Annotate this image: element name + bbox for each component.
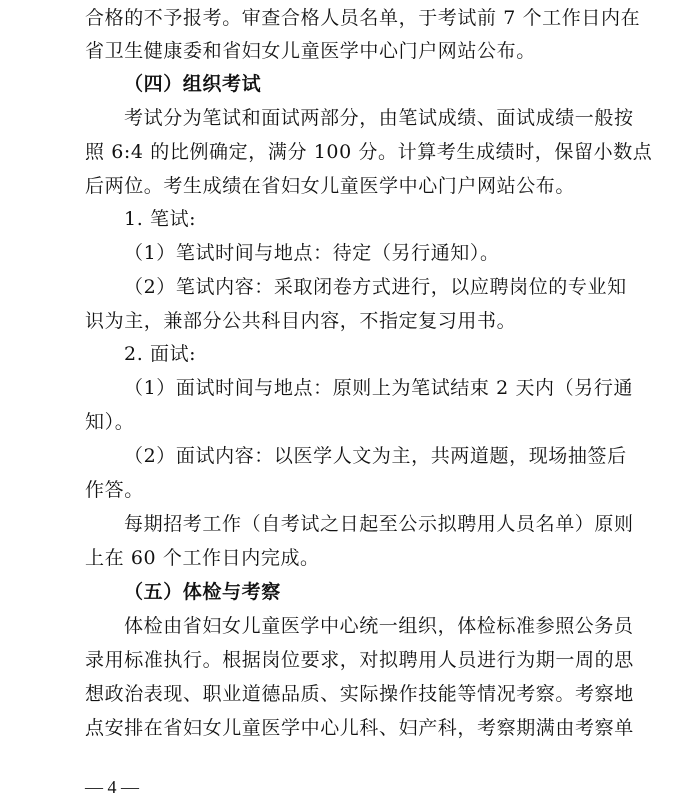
section-heading-organize-exam: （四）组织考试 <box>124 73 262 95</box>
paragraph-line: （2）笔试内容：采取闭卷方式进行，以应聘岗位的专业知 <box>124 276 627 298</box>
paragraph-line: 知）。 <box>85 411 135 433</box>
paragraph-line: 合格的不予报考。审查合格人员名单，于考试前 7 个工作日内在 <box>85 7 641 29</box>
subsection-interview: 2. 面试: <box>124 343 197 365</box>
paragraph-line: 省卫生健康委和省妇女儿童医学中心门户网站公布。 <box>85 40 536 62</box>
subsection-written-exam: 1. 笔试: <box>124 208 197 230</box>
paragraph-line: 录用标准执行。根据岗位要求，对拟聘用人员进行为期一周的思 <box>85 649 634 671</box>
paragraph-line: 每期招考工作（自考试之日起至公示拟聘用人员名单）原则 <box>124 513 634 535</box>
paragraph-line: 点安排在省妇女儿童医学中心儿科、妇产科，考察期满由考察单 <box>85 717 634 739</box>
paragraph-line: （1）面试时间与地点：原则上为笔试结束 2 天内（另行通 <box>124 377 634 399</box>
paragraph-line: 后两位。考生成绩在省妇女儿童医学中心门户网站公布。 <box>85 175 576 197</box>
page-number: — 4 — <box>85 777 139 797</box>
paragraph-line: 体检由省妇女儿童医学中心统一组织，体检标准参照公务员 <box>124 615 634 637</box>
section-heading-physical-exam: （五）体检与考察 <box>124 581 281 603</box>
paragraph-line: （1）笔试时间与地点：待定（另行通知）。 <box>124 242 500 264</box>
paragraph-line: 考试分为笔试和面试两部分，由笔试成绩、面试成绩一般按 <box>124 107 634 129</box>
paragraph-line: 照 6:4 的比例确定，满分 100 分。计算考生成绩时，保留小数点 <box>85 141 653 163</box>
paragraph-line: 上在 60 个工作日内完成。 <box>85 547 320 569</box>
paragraph-line: （2）面试内容：以医学人文为主，共两道题，现场抽签后 <box>124 445 627 467</box>
paragraph-line: 作答。 <box>85 479 144 501</box>
paragraph-line: 识为主，兼部分公共科目内容，不指定复习用书。 <box>85 310 517 332</box>
paragraph-line: 想政治表现、职业道德品质、实际操作技能等情况考察。考察地 <box>85 683 634 705</box>
